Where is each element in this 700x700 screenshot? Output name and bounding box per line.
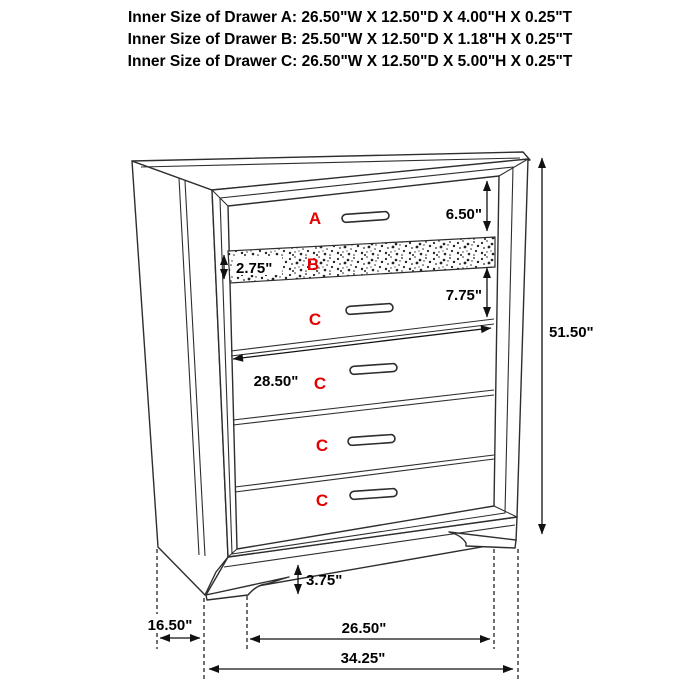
dim-side-depth-text: 16.50": [147, 617, 193, 634]
dim-overall-height-text: 51.50": [549, 324, 594, 341]
dim-side-depth: [139, 614, 203, 638]
dim-drawer-c-text: 7.75": [445, 287, 482, 304]
dim-foot-height-text: 3.75": [306, 572, 343, 589]
dim-drawer-width-text: 28.50": [253, 373, 299, 390]
drawer-c2-label: C: [313, 374, 327, 393]
dim-drawer-a-text: 6.50": [445, 206, 482, 223]
drawer-c4-label: C: [315, 491, 329, 510]
drawer-a-label: A: [308, 209, 322, 228]
drawer-c1-label: C: [308, 310, 322, 329]
drawer-b-label: B: [306, 255, 320, 274]
drawer-c3-label: C: [315, 436, 329, 455]
dim-between-feet-text: 26.50": [341, 620, 387, 637]
dim-overall-height: [542, 158, 594, 534]
title-line-drawer-b: Inner Size of Drawer B: 25.50"W X 12.50"D X 1.18"H X 0.25"T: [127, 31, 573, 48]
dim-jewelry-text: 2.75": [236, 260, 273, 277]
dim-overall-width-text: 34.25": [340, 650, 386, 667]
dim-overall-width: [209, 650, 513, 669]
title-line-drawer-c: Inner Size of Drawer C: 26.50"W X 12.50"D X 5.00"H X 0.25"T: [127, 53, 573, 70]
title-line-drawer-a: Inner Size of Drawer A: 26.50"W X 12.50"D X 4.00"H X 0.25"T: [127, 9, 573, 26]
dim-between-feet-width: [250, 620, 490, 639]
